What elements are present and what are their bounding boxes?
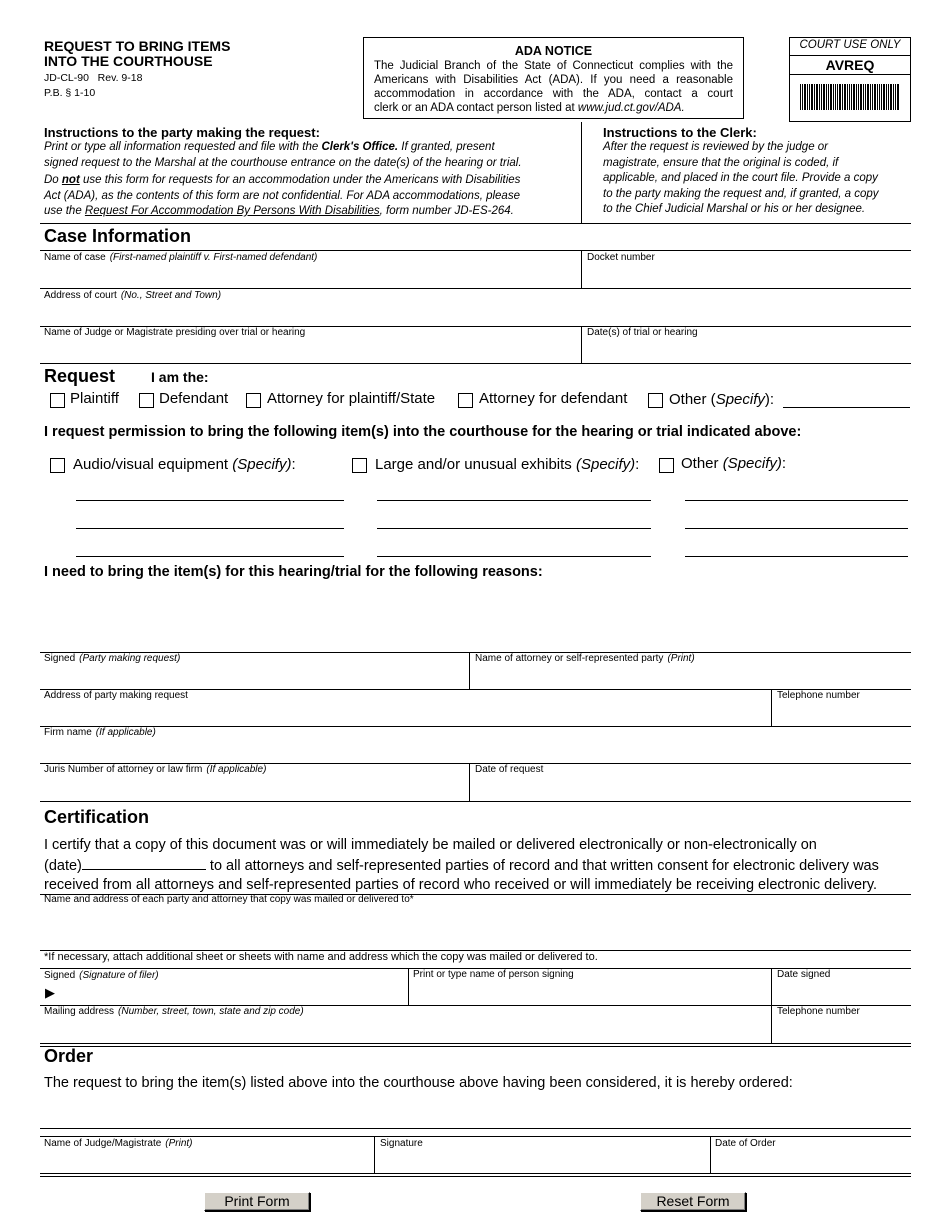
i-am-the-label: I am the: [151, 369, 209, 385]
date-of-request-label: Date of request [475, 764, 544, 775]
ada-line-4-prefix: clerk or an ADA contact person listed at [374, 102, 578, 114]
large-exhibits-checkbox[interactable] [352, 458, 367, 473]
mailing-address-label: Mailing address (Number, street, town, state and zip code) [44, 1006, 304, 1017]
telephone-input[interactable] [774, 702, 908, 724]
practice-book-ref: P.B. § 1-10 [44, 87, 96, 99]
large-exhibits-label: Large and/or unusual exhibits (Specify): [375, 456, 640, 473]
other-item-label: Other (Specify): [681, 455, 787, 472]
judge-name-label: Name of Judge/Magistrate (Print) [44, 1138, 193, 1149]
court-use-code: AVREQ [825, 57, 875, 73]
attach-note: *If necessary, attach additional sheet or sheets with name and address which the copy was mailed or delivered to. [44, 951, 598, 963]
judge-presiding-label: Name of Judge or Magistrate presiding over trial or hearing [44, 327, 306, 338]
other-party-label: Other (Specify): [669, 391, 775, 408]
certification-title: Certification [44, 807, 150, 827]
other-party-checkbox[interactable] [648, 393, 663, 408]
form-title-line2: INTO THE COURTHOUSE [44, 53, 213, 69]
clerk-line-1: After the request is reviewed by the judge or [603, 141, 829, 153]
party-line-1: Print or type all information requested and file with the Clerk's Office. If granted, present [44, 141, 495, 153]
cert-telephone-label: Telephone number [777, 1006, 860, 1017]
attorney-defendant-checkbox[interactable] [458, 393, 473, 408]
clerk-line-5: to the Chief Judicial Marshal or his or her designee. [603, 203, 866, 215]
party-line-2: signed request to the Marshal at the courthouse entrance on the date(s) of the hearing or trial. [44, 156, 522, 169]
other-party-specify-line[interactable] [783, 407, 910, 408]
audio-visual-line-3[interactable] [76, 556, 344, 557]
attorney-plaintiff-label: Attorney for plaintiff/State [267, 390, 436, 407]
permission-statement: I request permission to bring the following item(s) into the courthouse for the hearing or trial indicated above: [44, 424, 802, 440]
ada-line-1: The Judicial Branch of the State of Connecticut complies with the [374, 60, 733, 72]
mailing-address-input[interactable] [42, 1019, 768, 1041]
request-title: Request [44, 366, 116, 386]
judge-presiding-input[interactable] [42, 339, 578, 361]
date-signed-input[interactable] [774, 982, 908, 1003]
plaintiff-label: Plaintiff [70, 390, 119, 407]
defendant-label: Defendant [159, 390, 229, 407]
order-title: Order [44, 1046, 94, 1066]
plaintiff-checkbox[interactable] [50, 393, 65, 408]
audio-visual-checkbox[interactable] [50, 458, 65, 473]
certification-text [44, 836, 910, 896]
audio-visual-label: Audio/visual equipment (Specify): [73, 456, 296, 473]
ada-notice-box [363, 37, 744, 119]
signature-arrow-icon: ▶ [45, 985, 55, 1000]
party-line-3: Do not use this form for requests for an accommodation under the Americans with Disabilities [44, 174, 521, 186]
party-line-4: Act (ADA), as the contents of this form are not confidential. For ADA accommodations, please [44, 189, 520, 202]
name-address-label: Name and address of each party and attorney that copy was mailed or delivered to* [44, 894, 414, 905]
certification-date-blank[interactable] [82, 856, 206, 870]
ada-link[interactable]: www.jud.ct.gov/ADA. [577, 102, 685, 114]
order-input[interactable] [42, 1096, 908, 1126]
date-of-order-input[interactable] [713, 1150, 908, 1171]
attorney-name-input[interactable] [472, 665, 908, 687]
judge-name-input[interactable] [42, 1150, 372, 1171]
date-signed-label: Date signed [777, 969, 831, 980]
form-number: JD-CL-90 Rev. 9-18 [44, 72, 143, 84]
firm-name-input[interactable] [42, 739, 908, 761]
ada-notice-title: ADA NOTICE [514, 44, 593, 58]
party-instructions-title: Instructions to the party making the request: [44, 125, 320, 140]
party-line-5: use the Request For Accommodation By Persons With Disabilities, form number JD-ES-264. [44, 205, 514, 217]
large-exhibits-line-2[interactable] [377, 528, 651, 529]
large-exhibits-line-1[interactable] [377, 500, 651, 501]
party-instructions [44, 125, 574, 220]
date-of-order-label: Date of Order [715, 1138, 776, 1149]
large-exhibits-line-3[interactable] [377, 556, 651, 557]
docket-number-label: Docket number [587, 252, 655, 263]
juris-number-input[interactable] [42, 776, 466, 798]
defendant-checkbox[interactable] [139, 393, 154, 408]
barcode-icon [800, 84, 900, 112]
audio-visual-line-2[interactable] [76, 528, 344, 529]
form-title-line1: REQUEST TO BRING ITEMS [44, 38, 231, 54]
address-of-court-input[interactable] [42, 302, 908, 324]
attorney-defendant-label: Attorney for defendant [479, 390, 628, 407]
order-text: The request to bring the item(s) listed above into the courthouse above having been considered, it is hereby ordered: [44, 1075, 793, 1091]
party-instructions-body [44, 140, 574, 220]
ada-line-3: accommodation in accordance with the ADA, contact a court [374, 88, 733, 100]
name-of-case-label: Name of case (First-named plaintiff v. First-named defendant) [44, 252, 318, 263]
other-item-line-3[interactable] [685, 556, 908, 557]
attorney-name-label: Name of attorney or self-represented party (Print) [475, 653, 695, 664]
certification-line-1: I certify that a copy of this document was or will immediately be mailed or delivered electronically or non-electronically on [44, 837, 817, 853]
clerk-instructions-title: Instructions to the Clerk: [603, 125, 757, 140]
dates-of-trial-label: Date(s) of trial or hearing [587, 327, 698, 338]
name-of-case-input[interactable] [42, 264, 578, 286]
clerk-line-4: to the party making the request and, if granted, a copy [603, 187, 879, 200]
clerk-line-2: magistrate, ensure that the original is coded, if [603, 156, 839, 169]
juris-number-label: Juris Number of attorney or law firm (If applicable) [44, 764, 267, 775]
docket-number-input[interactable] [584, 264, 908, 286]
signed-label: Signed (Party making request) [44, 653, 181, 664]
certification-line-3: received from all attorneys and self-represented parties of record who received or will immediately be receiving electronic delivery. [44, 877, 878, 893]
attorney-plaintiff-checkbox[interactable] [246, 393, 261, 408]
cert-telephone-input[interactable] [774, 1019, 908, 1041]
other-item-line-2[interactable] [685, 528, 908, 529]
clerk-instructions-body [603, 140, 908, 218]
form-title [44, 39, 230, 69]
certification-line-2: (date) to all attorneys and self-represented parties of record and that written consent for electronic delivery was [44, 857, 879, 874]
party-address-input[interactable] [42, 702, 768, 724]
name-address-input[interactable] [42, 908, 908, 948]
print-name-label: Print or type name of person signing [413, 969, 574, 980]
order-signature-label: Signature [380, 1138, 423, 1149]
print-form-button[interactable]: Print Form [204, 1192, 310, 1211]
address-of-court-label: Address of court (No., Street and Town) [44, 290, 222, 301]
ada-notice-text [374, 59, 733, 115]
court-use-box [789, 37, 911, 122]
other-item-checkbox[interactable] [659, 458, 674, 473]
audio-visual-line-1[interactable] [76, 500, 344, 501]
date-of-request-input[interactable] [472, 776, 908, 798]
ada-line-2: Americans with Disabilities Act (ADA). If you need a reasonable [374, 74, 733, 86]
clerk-line-3: applicable, and placed in the court file. Provide a copy [603, 172, 878, 184]
court-use-label: COURT USE ONLY [799, 39, 901, 51]
reset-form-button[interactable]: Reset Form [640, 1192, 746, 1211]
other-item-line-1[interactable] [685, 500, 908, 501]
reasons-label: I need to bring the item(s) for this hearing/trial for the following reasons: [44, 564, 543, 580]
party-address-label: Address of party making request [44, 690, 188, 701]
reasons-input[interactable] [42, 584, 908, 650]
clerk-instructions [603, 125, 908, 218]
print-name-input[interactable] [411, 982, 768, 1003]
case-info-title: Case Information [44, 226, 192, 246]
signed-filer-label: Signed (Signature of filer) [44, 970, 159, 981]
ada-line-4 [374, 101, 733, 115]
dates-of-trial-input[interactable] [584, 339, 908, 361]
telephone-label: Telephone number [777, 690, 860, 701]
firm-name-label: Firm name (If applicable) [44, 727, 156, 738]
